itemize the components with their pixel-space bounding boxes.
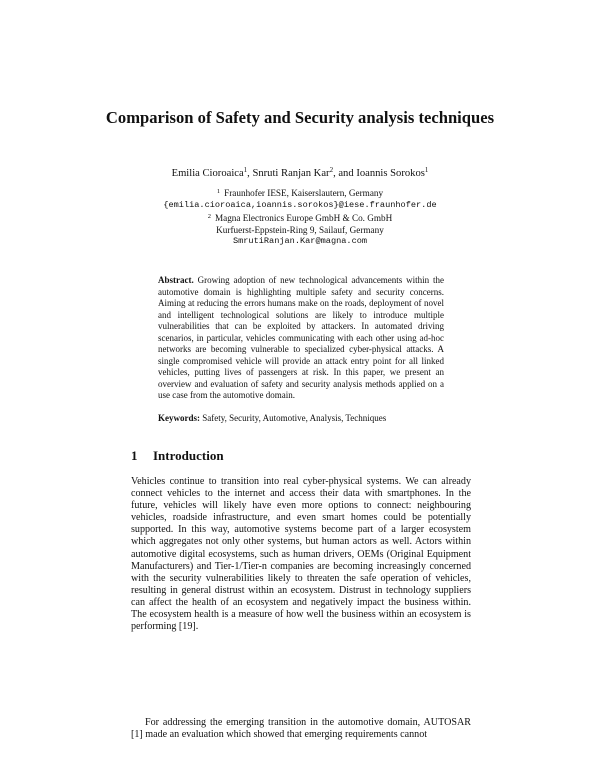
affiliation-2-email: SmrutiRanjan.Kar@magna.com [232, 236, 368, 247]
affiliation-1-name: Fraunhofer IESE, Kaiserslautern, Germany [224, 188, 384, 198]
affiliation-1 [100, 186, 500, 200]
affiliation-2-name: Magna Electronics Europe GmbH & Co. GmbH [214, 213, 393, 224]
author-separator: , [247, 168, 253, 179]
affiliations [100, 186, 500, 248]
affiliation-1-email: {emilia.cioroaica,ioannis.sorokos}@iese.fraunhofer.de [163, 199, 437, 210]
author-name: Emilia Cioroaica [171, 168, 244, 179]
section-title: Introduction [153, 448, 224, 463]
keywords-text: Safety, Security, Automotive, Analysis, Techniques [202, 413, 387, 423]
author-list [100, 164, 500, 180]
author-affiliation-marker: 1 [243, 166, 248, 174]
affiliation-2 [100, 211, 500, 225]
abstract-text: Growing adoption of new technological advancements within the automotive domain is highlighting multiple safety and security concerns. Aiming at reducing the errors humans make on the roads, deployment of novel and intelligent technological solutions are likely to introduce multiple vulnerabilities that can be exploited by attackers. In automated driving scenarios, in particular, vehicles communicating with each other using ad-hoc networks are becoming vulnerable to specialized cyber-physical attacks. A single compromised vehicle will provide an attack entry point for all linked vehicles, putting lives of passengers at risk. In this paper, we present an overview and evaluation of safety and security analysis methods applied on a use case from the automotive domain. [158, 275, 445, 400]
affiliation-marker: 1 [216, 188, 221, 195]
affiliation-marker: 2 [207, 213, 211, 221]
author-name: Ioannis Sorokos [356, 168, 425, 179]
author-affiliation-marker: 1 [424, 166, 429, 174]
body-paragraph: For addressing the emerging transition in the automotive domain, AUTOSAR [1] made an evaluation which showed that emerging requirements cannot [131, 717, 471, 741]
section-number: 1 [131, 448, 138, 463]
affiliation-2-address: Kurfuerst-Eppstein-Ring 9, Sailauf, Germany [216, 224, 384, 235]
body-paragraph: Vehicles continue to transition into real cyber-physical systems. We can already connect vehicles to the internet and access their data with smartphones. In the future, vehicles will likely have even more options to connect: neighbouring vehicles, roadside infrastructure, and even smart homes could be potentially supported. In this way, automotive systems become part of a larger ecosystem which aggregates not only other systems, but human actors as well. Actors within automotive digital ecosystems, such as human drivers, OEMs (Original Equipment Manufacturers) and Tier-1/Tier-n companies are becoming increasingly concerned with the security vulnerabilities likely to threaten the safe operation of vehicles, resulting in general distrust within an ecosystem. Distrust in technology suppliers can affect the health of an ecosystem and negatively impact the business within. The ecosystem health is a measure of how well the business within an ecosystem is performing [19]. [131, 476, 471, 633]
abstract [158, 275, 444, 402]
author-affiliation-marker: 2 [329, 166, 334, 174]
keywords-label: Keywords: [158, 413, 200, 423]
paper-title: Comparison of Safety and Security analysis techniques [105, 108, 495, 127]
author-separator: , and [333, 168, 357, 179]
keywords [158, 413, 444, 425]
author-name: Snruti Ranjan Kar [252, 168, 330, 179]
section-heading [131, 448, 471, 464]
abstract-label: Abstract. [158, 275, 194, 285]
